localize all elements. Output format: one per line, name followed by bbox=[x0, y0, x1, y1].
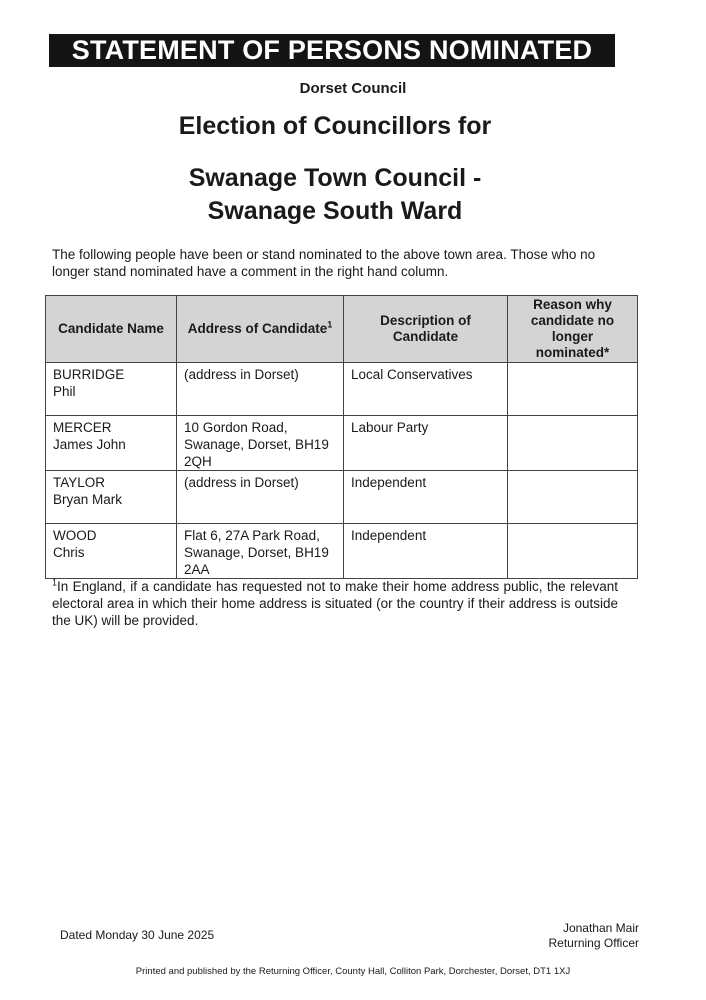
candidate-address: Flat 6, 27A Park Road, Swanage, Dorset, BH19 2AA bbox=[177, 524, 344, 579]
candidate-forenames: James John bbox=[53, 437, 126, 452]
candidate-forenames: Phil bbox=[53, 384, 76, 399]
candidate-description: Independent bbox=[344, 524, 508, 579]
candidate-surname: BURRIDGE bbox=[53, 367, 125, 382]
header-reason: Reason why candidate no longer nominated* bbox=[508, 296, 638, 363]
candidate-name-cell bbox=[46, 524, 177, 579]
candidate-surname: MERCER bbox=[53, 420, 112, 435]
address-footnote bbox=[52, 578, 618, 629]
candidate-surname: TAYLOR bbox=[53, 475, 106, 490]
intro-paragraph: The following people have been or stand nominated to the above town area. Those who no longer stand nominated have a comment in the right hand column. bbox=[52, 247, 596, 279]
table-row bbox=[46, 363, 638, 416]
table-header-row bbox=[46, 296, 638, 363]
candidate-description: Labour Party bbox=[344, 416, 508, 471]
candidate-address: 10 Gordon Road, Swanage, Dorset, BH19 2QH bbox=[177, 416, 344, 471]
ward-heading: Swanage South Ward bbox=[207, 197, 463, 225]
candidate-reason bbox=[508, 471, 638, 524]
candidate-surname: WOOD bbox=[53, 528, 97, 543]
header-candidate-name: Candidate Name bbox=[46, 296, 177, 363]
header-address: Address of Candidate$^1$ bbox=[177, 296, 344, 363]
candidate-forenames: Chris bbox=[53, 545, 85, 560]
candidate-description: Local Conservatives bbox=[344, 363, 508, 416]
dated-line: Dated Monday 30 June 2025 bbox=[60, 928, 215, 942]
candidate-reason bbox=[508, 524, 638, 579]
document-banner: STATEMENT OF PERSONS NOMINATED bbox=[49, 34, 615, 67]
candidate-name-cell bbox=[46, 416, 177, 471]
candidate-reason bbox=[508, 416, 638, 471]
signer-title: Returning Officer bbox=[548, 936, 639, 950]
signer-name: Jonathan Mair bbox=[562, 921, 639, 935]
candidates-table bbox=[45, 295, 638, 579]
signature-block bbox=[549, 921, 640, 951]
candidate-forenames: Bryan Mark bbox=[53, 492, 123, 507]
candidate-name-cell bbox=[46, 471, 177, 524]
header-description: Description of Candidate bbox=[344, 296, 508, 363]
table-row bbox=[46, 471, 638, 524]
table-row bbox=[46, 524, 638, 579]
candidate-address: (address in Dorset) bbox=[177, 471, 344, 524]
table-row bbox=[46, 416, 638, 471]
imprint-line: Printed and published by the Returning Officer, County Hall, Colliton Park, Dorchester, Dorset, DT1 1XJ bbox=[135, 966, 571, 977]
candidate-reason bbox=[508, 363, 638, 416]
council-name: Dorset Council bbox=[299, 80, 407, 97]
town-council-heading: Swanage Town Council - bbox=[188, 164, 482, 192]
election-heading: Election of Councillors for bbox=[178, 112, 492, 140]
address-footnote-marker: 1 bbox=[327, 319, 333, 330]
candidate-name-cell bbox=[46, 363, 177, 416]
footnote-text: In England, if a candidate has requested not to make their home address public, the relevant electoral area in which their home address is situated (or the country if their address is outside the UK) will be provided. bbox=[52, 579, 618, 628]
candidate-address: (address in Dorset) bbox=[177, 363, 344, 416]
footnote-marker: 1 bbox=[52, 577, 58, 588]
candidate-description: Independent bbox=[344, 471, 508, 524]
